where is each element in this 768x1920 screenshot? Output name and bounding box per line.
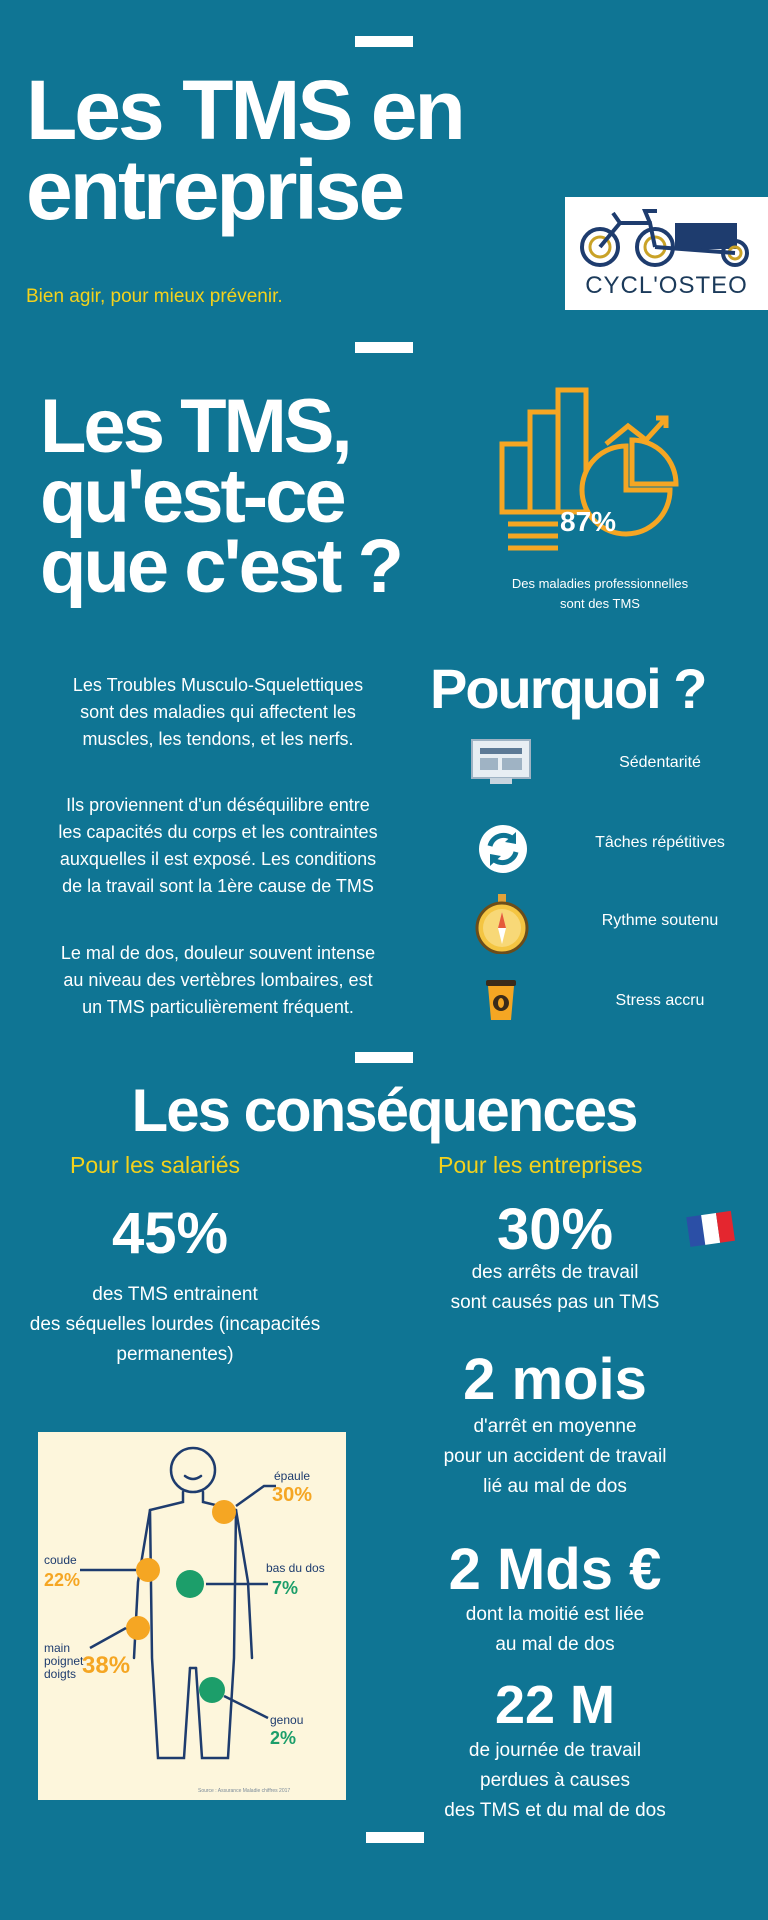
text-line: des TMS entrainent	[92, 1284, 258, 1305]
pct-epaule: 30%	[272, 1484, 313, 1506]
stat-2-mds-text	[400, 1600, 710, 1660]
reason-stress-accru: Stress accru	[615, 992, 705, 1009]
reason-sedentarite: Sédentarité	[619, 754, 701, 771]
stat-45: 45%	[111, 1201, 229, 1266]
stat-30-text	[400, 1258, 710, 1318]
text-line: permanentes)	[116, 1344, 234, 1365]
text-line: sont causés pas un TMS	[450, 1292, 660, 1313]
definition-paragraph	[28, 672, 408, 753]
computer-icon	[470, 738, 532, 786]
text-line: lié au mal de dos	[483, 1476, 627, 1497]
text-line: d'arrêt en moyenne	[473, 1416, 637, 1437]
label-line: main	[44, 1641, 71, 1655]
paragraph-line: Ils proviennent d'un déséquilibre entre	[66, 795, 370, 815]
label-line: doigts	[44, 1667, 77, 1681]
stopwatch-icon	[474, 894, 530, 954]
why-title: Pourquoi ?	[430, 657, 706, 720]
text-line: des séquelles lourdes (incapacités	[29, 1314, 321, 1335]
text-line: pour un accident de travail	[443, 1446, 667, 1467]
cyclosteo-logo	[565, 197, 768, 310]
employees-heading: Pour les salariés	[70, 1152, 241, 1178]
companies-heading: Pour les entreprises	[438, 1152, 643, 1178]
divider-bar	[355, 1052, 413, 1063]
label-bas-du-dos: bas du dos	[266, 1561, 325, 1575]
reason-taches-repetitives: Tâches répétitives	[595, 834, 725, 851]
paragraph-line: Le mal de dos, douleur souvent intense	[60, 943, 376, 963]
stat-2-mois-text	[400, 1412, 710, 1502]
pct-bas-du-dos: 7%	[272, 1578, 299, 1598]
divider-bar	[355, 342, 413, 353]
caption-line: Des maladies professionnelles	[511, 576, 689, 591]
stat-87-caption	[490, 574, 710, 614]
text-line: au mal de dos	[495, 1634, 615, 1655]
label-epaule: épaule	[274, 1469, 311, 1483]
stat-30: 30%	[496, 1197, 614, 1262]
diagram-source: Source : Assurance Maladie chiffres 2017	[198, 1788, 291, 1794]
divider-bar	[355, 36, 413, 47]
text-line: des TMS et du mal de dos	[444, 1800, 666, 1821]
paragraph-line: Les Troubles Musculo-Squelettiques	[72, 675, 364, 695]
page-title-line2: entreprise	[26, 143, 403, 237]
stat-2-mds: 2 Mds €	[448, 1537, 662, 1602]
text-line: de journée de travail	[468, 1740, 642, 1761]
what-title-line: Les TMS,	[40, 384, 350, 469]
stat-45-text	[0, 1280, 350, 1370]
consequences-title: Les conséquences	[131, 1077, 637, 1144]
label-coude: coude	[44, 1553, 77, 1567]
divider-bar	[366, 1832, 424, 1843]
label-genou: genou	[270, 1713, 304, 1727]
text-line: des arrêts de travail	[471, 1262, 639, 1283]
stat-2-mois: 2 mois	[463, 1347, 647, 1412]
stat-87: 87%	[560, 506, 617, 537]
paragraph-line: auxquelles il est exposé. Les conditions	[59, 849, 377, 869]
what-title	[40, 384, 401, 609]
tagline: Bien agir, pour mieux prévenir.	[26, 286, 283, 307]
pct-main: 38%	[82, 1652, 131, 1679]
repeat-icon	[478, 824, 528, 874]
what-title-line: que c'est ?	[40, 524, 401, 609]
label-main	[44, 1642, 83, 1681]
stat-22-m: 22 M	[494, 1675, 616, 1735]
pct-coude: 22%	[44, 1570, 81, 1590]
paragraph-line: les capacités du corps et les contraintes	[58, 822, 378, 842]
text-line: perdues à causes	[480, 1770, 630, 1791]
text-line: dont la moitié est liée	[465, 1604, 645, 1625]
page-title	[26, 63, 463, 237]
coffee-cup-icon	[484, 978, 518, 1022]
back-pain-paragraph	[28, 940, 408, 1021]
paragraph-line: un TMS particulièrement fréquent.	[82, 997, 354, 1017]
caption-line: sont des TMS	[560, 596, 640, 611]
cause-paragraph	[28, 792, 408, 900]
page-title-line1: Les TMS en	[26, 63, 463, 157]
paragraph-line: sont des maladies qui affectent les	[80, 702, 356, 722]
body-diagram	[38, 1432, 346, 1800]
paragraph-line: au niveau des vertèbres lombaires, est	[63, 970, 373, 990]
logo-text: CYCL'OSTEO	[585, 272, 748, 299]
paragraph-line: muscles, les tendons, et les nerfs.	[82, 729, 354, 749]
pct-genou: 2%	[270, 1728, 297, 1748]
cargo-bike-icon	[565, 197, 768, 272]
stat-22-m-text	[400, 1736, 710, 1826]
what-title-line: qu'est-ce	[40, 454, 344, 539]
label-line: poignet	[44, 1654, 84, 1668]
reason-rythme-soutenu: Rythme soutenu	[601, 912, 719, 929]
paragraph-line: de la travail sont la 1ère cause de TMS	[62, 876, 374, 896]
